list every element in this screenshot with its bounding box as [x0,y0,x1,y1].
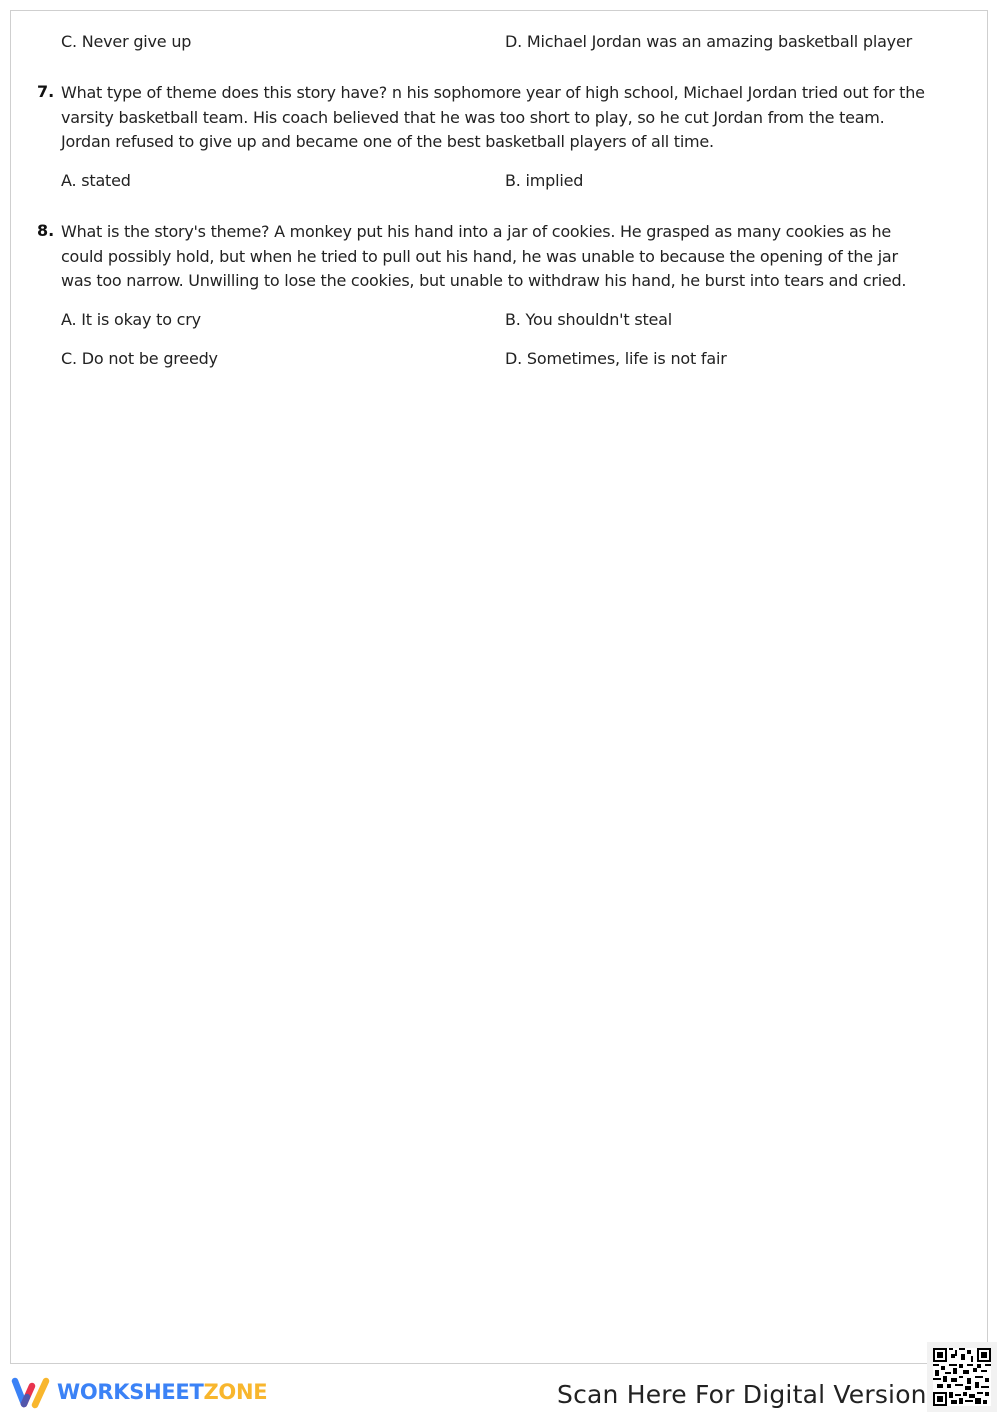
question-text-line: was too narrow. Unwilling to lose the cookies, but unable to withdraw his hand, he burst into tears and cried. [61,271,907,290]
option-c[interactable]: C. Never give up [61,32,192,51]
option-b[interactable]: B. You shouldn't steal [505,310,673,329]
option-b[interactable]: B. implied [505,171,584,190]
question-number: 8. [37,221,55,240]
qr-code-icon[interactable] [927,1342,997,1412]
scan-here-text: Scan Here For Digital Version [557,1380,927,1409]
question-8-options-row-1 [0,309,1000,333]
brand-name-zone: ZONE [203,1380,268,1404]
option-a[interactable]: A. It is okay to cry [61,310,201,329]
option-a[interactable]: A. stated [61,171,131,190]
question-7-options-row [0,170,1000,194]
question-7 [0,81,1000,161]
question-text-line: varsity basketball team. His coach believed that he was too short to play, so he cut Jordan from the team. [61,107,885,127]
brand-name-worksheet: WORKSHEET [57,1380,204,1404]
question-text-line: could possibly hold, but when he tried to pull out his hand, he was unable to because the opening of the jar [61,246,898,266]
question-8-options-row-2 [0,348,1000,372]
option-d[interactable]: D. Michael Jordan was an amazing basketball player [505,32,912,51]
worksheet-page-frame [10,10,988,1364]
question-text-line: What is the story's theme? A monkey put his hand into a jar of cookies. He grasped as many cookies as he [61,222,891,241]
question-number: 7. [37,82,55,101]
worksheetzone-logo-icon [10,1376,52,1410]
question-text [61,81,946,155]
question-text-line: What type of theme does this story have? n his sophomore year of high school, Michael Jordan tried out for the [61,83,925,102]
option-d[interactable]: D. Sometimes, life is not fair [505,349,727,368]
prev-question-options-row [0,31,1000,55]
question-text-line: Jordan refused to give up and became one of the best basketball players of all time. [61,132,714,151]
option-c[interactable]: C. Do not be greedy [61,349,218,368]
question-text [61,220,946,294]
question-8 [0,220,1000,300]
brand-name [57,1379,267,1405]
